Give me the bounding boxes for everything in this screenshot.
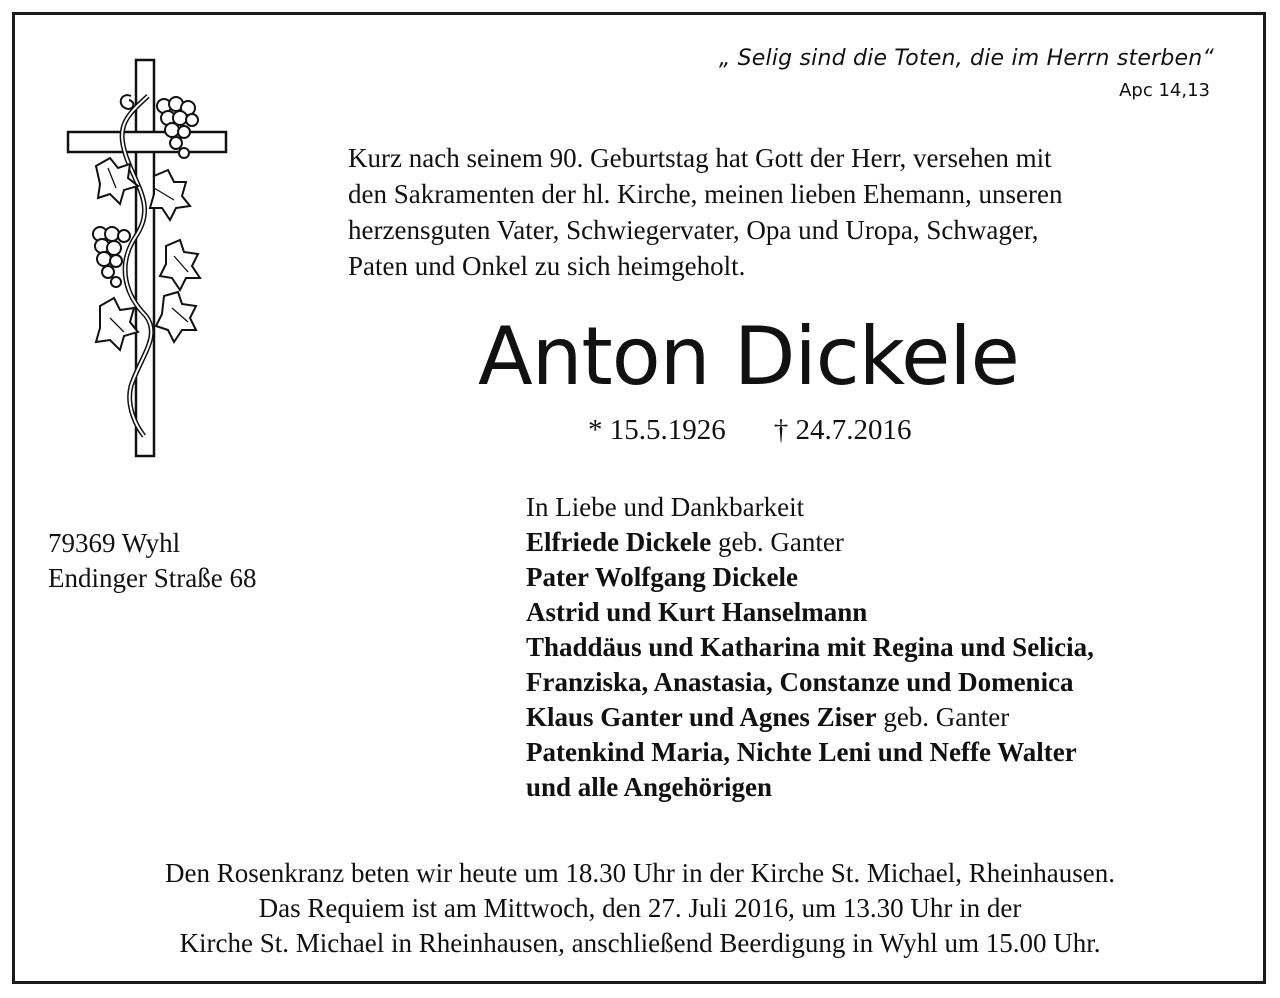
mourner-name: Thaddäus und Katharina mit Regina und Selicia, <box>526 632 1094 662</box>
address-street: Endinger Straße 68 <box>48 563 257 593</box>
mourner-entry <box>526 560 1094 595</box>
mourner-name: und alle Angehörigen <box>526 772 773 802</box>
mourner-entry <box>526 700 1094 735</box>
mourner-name: Pater Wolfgang Dickele <box>526 562 798 592</box>
death-date: † 24.7.2016 <box>773 414 912 446</box>
family-address <box>48 526 256 596</box>
service-line: Den Rosenkranz beten wir heute um 18.30 Uhr in der Kirche St. Michael, Rheinhausen. <box>165 858 1115 888</box>
service-line: Kirche St. Michael in Rheinhausen, anschließend Beerdigung in Wyhl um 15.00 Uhr. <box>179 928 1101 958</box>
announcement-text <box>348 140 1228 284</box>
mourner-entry <box>526 665 1094 700</box>
mourners-list <box>526 490 1094 805</box>
life-dates <box>588 414 912 447</box>
bible-quote-reference: Apc 14,13 <box>1119 80 1210 101</box>
mourner-note: geb. Ganter <box>711 527 844 557</box>
mourner-entry <box>526 770 1094 805</box>
mourners-intro: In Liebe und Dankbarkeit <box>526 492 805 522</box>
mourner-entry <box>526 525 1094 560</box>
mourner-name: Patenkind Maria, Nichte Leni und Neffe Walter <box>526 737 1077 767</box>
mourner-entry <box>526 630 1094 665</box>
mourner-note: geb. Ganter <box>876 702 1010 732</box>
announcement-line: herzensguten Vater, Schwiegervater, Opa und Uropa, Schwager, <box>348 215 1039 245</box>
mourner-entry <box>526 735 1094 770</box>
mourner-name: Astrid und Kurt Hanselmann <box>526 597 868 627</box>
mourner-name: Franziska, Anastasia, Constanze und Domenica <box>526 667 1074 697</box>
deceased-name: Anton Dickele <box>478 310 1019 403</box>
mourner-entry <box>526 595 1094 630</box>
mourner-name: Klaus Ganter und Agnes Ziser <box>526 702 877 732</box>
cross-with-grapevine-icon <box>56 56 236 466</box>
address-city: 79369 Wyhl <box>48 528 181 558</box>
mourner-name: Elfriede Dickele <box>526 527 712 557</box>
birth-date: * 15.5.1926 <box>588 414 726 446</box>
announcement-line: Paten und Onkel zu sich heimgeholt. <box>348 251 746 281</box>
announcement-line: den Sakramenten der hl. Kirche, meinen lieben Ehemann, unseren <box>348 179 1063 209</box>
announcement-line: Kurz nach seinem 90. Geburtstag hat Gott der Herr, versehen mit <box>348 143 1052 173</box>
bible-quote: „ Selig sind die Toten, die im Herrn sterben“ <box>718 46 1214 71</box>
service-information <box>0 856 1280 961</box>
service-line: Das Requiem ist am Mittwoch, den 27. Juli 2016, um 13.30 Uhr in der <box>258 893 1022 923</box>
